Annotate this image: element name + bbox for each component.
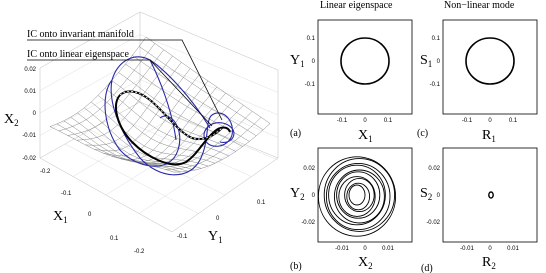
panel-d-xtick: -0.01 [460, 246, 474, 252]
panel-a-xtick: 0 [363, 118, 367, 124]
mesh-line [85, 62, 181, 145]
panel-d-frame [443, 148, 537, 242]
panel-c [417, 20, 537, 144]
panel-d-xtick: 0.01 [507, 246, 519, 252]
panel-d-xlabel: $R_2$ [482, 255, 496, 271]
panel-b-xlabel: $X_2$ [358, 255, 373, 271]
panel-c-xlabel: $R_1$ [482, 128, 496, 144]
panel-d-label: (d) [421, 263, 433, 273]
panel-c-frame [443, 20, 537, 114]
z-tick: -0.02 [22, 156, 36, 162]
y1-tick: 0.1 [257, 200, 266, 206]
panel-a-ytick: 0 [311, 59, 315, 65]
grid-line [140, 80, 278, 138]
panel-a-ytick: 0.1 [306, 36, 315, 42]
panel-c-ytick: 0.1 [431, 36, 440, 42]
panel-b [290, 148, 412, 272]
panel-a-xlabel: $X_1$ [358, 128, 373, 144]
panel-c-xtick: 0.1 [508, 118, 518, 124]
y1-tick: -0.1 [177, 234, 188, 240]
z-ticks [22, 67, 36, 162]
grid-line [40, 80, 140, 136]
panel-b-ytick: 0 [311, 193, 315, 199]
panel-d-xtick: 0 [488, 246, 492, 252]
panel-a-xtick: 0.1 [383, 118, 393, 124]
panel-c-ylabel: $S_1$ [420, 53, 433, 69]
panel-a-ylabel: $Y_1$ [290, 53, 305, 69]
grid-line [40, 35, 140, 91]
mesh-line [147, 105, 243, 165]
y1-axis-label: $Y_1$ [208, 229, 223, 245]
panel-c-ytick: 0 [436, 59, 440, 65]
panel-b-xtick: 0.01 [382, 246, 394, 252]
x1-tick: 0.1 [110, 236, 119, 242]
z-tick: 0.01 [24, 89, 36, 95]
grid-line [40, 57, 140, 113]
panel-b-label: (b) [290, 261, 302, 272]
title-linear-eigenspace: Linear eigenspace [320, 0, 393, 11]
panel-a-label: (a) [290, 128, 302, 139]
y1-ticks [134, 200, 266, 255]
panel-d-ytick: 0 [436, 193, 440, 199]
panel-c-label: (c) [417, 128, 429, 139]
box-3d [40, 12, 278, 232]
mesh-line [139, 99, 235, 164]
panel-b-ytick: -0.02 [301, 220, 315, 226]
panel-b-xtick: -0.01 [335, 246, 349, 252]
mesh-line [105, 88, 229, 156]
y1-tick: -0.2 [134, 249, 145, 255]
panel-a [290, 20, 412, 144]
panel-d-ytick: 0.02 [428, 166, 440, 172]
panel-c-xtick: 0 [488, 118, 492, 124]
title-nonlinear-mode: Non−linear mode [444, 0, 515, 11]
annotation-invariant: IC onto invariant manifold [27, 29, 134, 40]
z-tick: -0.01 [22, 133, 36, 139]
mesh-line [146, 37, 270, 123]
y1-tick: 0 [216, 216, 220, 222]
mesh-line [119, 73, 243, 147]
z-axis-label: $X_2$ [4, 112, 19, 128]
x1-tick: -0.2 [40, 169, 51, 175]
grid-line [140, 57, 278, 115]
panel-a-frame [318, 20, 412, 114]
panel-b-ytick: 0.02 [303, 166, 315, 172]
x1-axis-label: $X_1$ [53, 209, 68, 225]
panel-b-ylabel: $Y_2$ [290, 186, 305, 202]
panel-a-xtick: -0.1 [336, 118, 348, 124]
x1-tick: 0 [88, 212, 92, 218]
panel-a-ytick: -0.1 [304, 82, 315, 88]
z-tick: 0.02 [24, 67, 36, 73]
panel-c-ytick: -0.1 [429, 82, 440, 88]
panel-d [420, 148, 537, 273]
mesh-line [139, 47, 263, 130]
mesh-line [132, 55, 256, 135]
panel-d-ytick: -0.02 [426, 220, 440, 226]
panel-b-xtick: 0 [363, 246, 367, 252]
panel-d-ylabel: $S_2$ [420, 186, 433, 202]
annotation-linear: IC onto linear eigenspace [27, 49, 129, 60]
panel-c-xtick: -0.1 [461, 118, 473, 124]
x1-tick: -0.1 [61, 191, 72, 197]
grid-3d [40, 12, 278, 214]
z-tick: 0 [32, 111, 36, 117]
plot-3d [4, 12, 278, 255]
mesh-line [121, 87, 217, 162]
